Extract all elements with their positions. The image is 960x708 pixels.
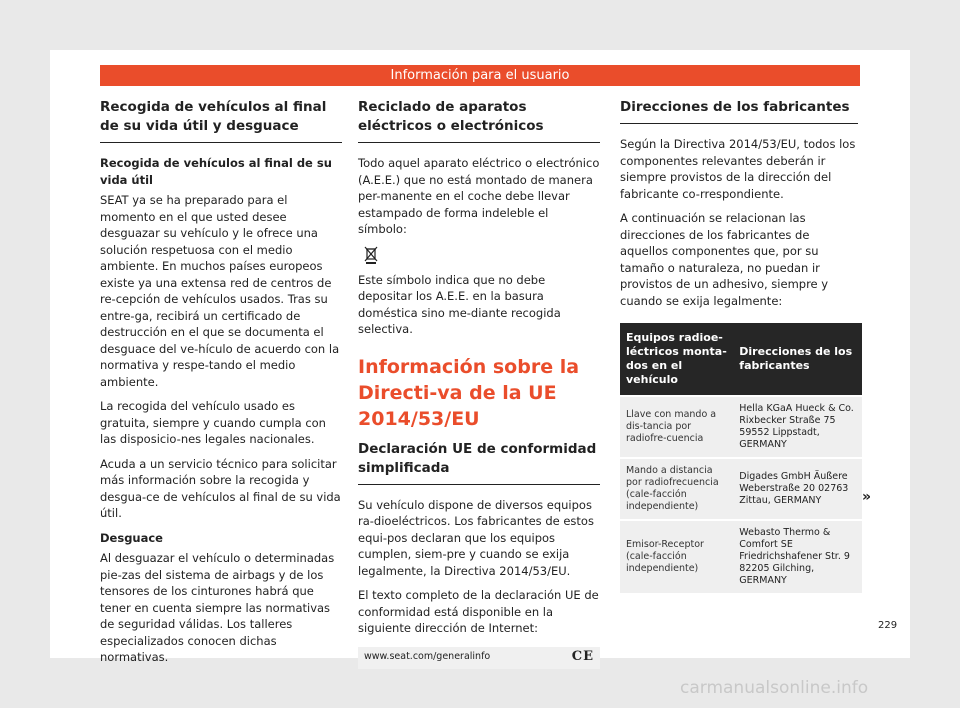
paragraph: Acuda a un servicio técnico para solicitar más información sobre la recogida y desgua-ce de vehículos al final de su vida útil. — [100, 456, 341, 520]
crossed-bin-icon — [364, 246, 378, 264]
paragraph: Su vehículo dispone de diversos equipos ra-dioeléctricos. Los fabricantes de estos equi-pos declaran que los equipos cumplen, siem-pre y cuando se exija legalmente, la Directiva 2014/53/EU. — [358, 497, 594, 578]
subheading-scrapping: Desguace — [100, 530, 163, 545]
paragraph: SEAT ya se ha preparado para el momento en el que usted desee desguazar su vehículo y le ofrece una solución respetuosa con el medio ambiente. En muchos países europeos existe ya una extensa red de centros de re-cepción de vehículos usados. Tras su entre-ga, recibirá un certificado de destrucción en el que se documenta el desguace del ve-hículo de acuerdo con la normativa y respe-tando el medio ambiente. — [100, 193, 340, 389]
continue-arrow-icon: » — [862, 489, 872, 505]
paragraph: Este símbolo indica que no debe depositar los A.E.E. en la basura doméstica sino me-diante recogida selectiva. — [358, 272, 561, 336]
section-heading-vehicle-disposal: Recogida de vehículos al final de su vida útil y desguace — [100, 98, 342, 143]
column-2 — [358, 98, 600, 669]
table-cell-address: Digades GmbH Äußere Weberstraße 20 02763 Zittau, GERMANY — [733, 458, 862, 520]
watermark: carmanualsonline.info — [680, 678, 869, 698]
section-heading-manufacturers: Direcciones de los fabricantes — [620, 98, 858, 124]
section-heading-declaration: Declaración UE de conformidad simplificada — [358, 440, 600, 485]
paragraph: Al desguazar el vehículo o determinadas pie-zas del sistema de airbags y de los tensores de los cinturones habrá que tener en cuenta siempre las normativas de seguridad válidas. Los talleres especializados conocen dichas normativas. — [100, 551, 335, 664]
table-header-addresses: Direcciones de los fabricantes — [733, 323, 862, 396]
column-3 — [620, 98, 858, 593]
paragraph: A continuación se relacionan las direcciones de los fabricantes de aquellos componentes que, por su tamaño o naturaleza, no puedan ir provistos de un adhesivo, siempre y cuando se exija legalmente: — [620, 211, 829, 308]
ce-mark-icon: CE — [571, 649, 594, 665]
manufacturers-table — [620, 323, 862, 593]
section-heading-recycling: Reciclado de aparatos eléctricos o electrónicos — [358, 98, 600, 143]
table-row — [620, 396, 862, 458]
table-row — [620, 458, 862, 520]
paragraph: El texto completo de la declaración UE de conformidad está disponible en la siguiente dirección de Internet: — [358, 588, 599, 635]
table-cell-equipment: Mando a distancia por radiofrecuencia (cale-facción independiente) — [620, 458, 733, 520]
table-cell-address: Hella KGaA Hueck & Co. Rixbecker Straße 75 59552 Lippstadt, GERMANY — [733, 396, 862, 458]
paragraph: Según la Directiva 2014/53/EU, todos los componentes relevantes deberán ir siempre provistos de la dirección del fabricante co-rrespondiente. — [620, 137, 856, 201]
paragraph: La recogida del vehículo usado es gratuita, siempre y cuando cumpla con las disposicio-nes legales nacionales. — [100, 399, 326, 446]
table-row — [620, 520, 862, 593]
directive-title: Información sobre la Directi-va de la UE 2014/53/EU — [358, 355, 580, 430]
page-header: Información para el usuario — [100, 65, 860, 86]
paragraph: Todo aquel aparato eléctrico o electrónico (A.E.E.) que no está montado de manera per-manente en el coche debe llevar estampado de forma indeleble el símbolo: — [358, 156, 600, 236]
table-header-equipment: Equipos radioe-léctricos monta-dos en el vehículo — [620, 323, 733, 396]
table-cell-equipment: Llave con mando a dis-tancia por radiofre-cuencia — [620, 396, 733, 458]
subheading-collection: Recogida de vehículos al final de su vida útil — [100, 156, 332, 187]
column-1 — [100, 98, 342, 674]
table-cell-address: Webasto Thermo & Comfort SE Friedrichshafener Str. 9 82205 Gilching, GERMANY — [733, 520, 862, 593]
url-box — [358, 647, 600, 669]
table-cell-equipment: Emisor-Receptor (cale-facción independiente) — [620, 520, 733, 593]
declaration-url[interactable]: www.seat.com/generalinfo — [364, 651, 491, 663]
page-number: 229 — [878, 620, 898, 631]
